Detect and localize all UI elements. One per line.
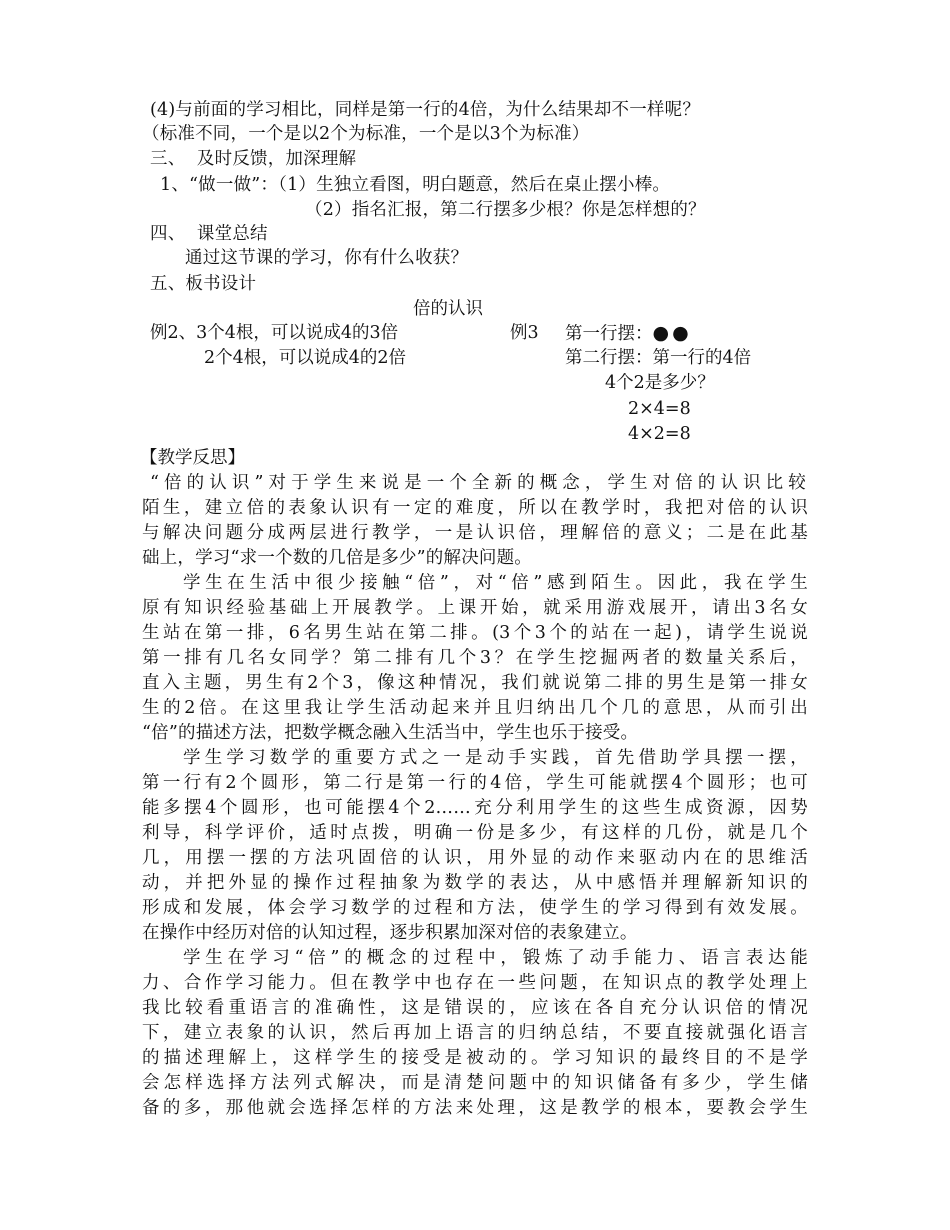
section-3-item-2: （2）指名汇报，第二行摆多少根？你是怎样想的？ [305, 200, 706, 220]
section-3-heading: 三、 及时反馈，加深理解 [150, 149, 357, 169]
paragraph-line: 形成和发展，体会学习数学的过程和方法，使学生的学习得到有效发展。 [142, 898, 808, 918]
example-3-question: 4个2是多少？ [605, 373, 715, 393]
paragraph-line: 陌生，建立倍的表象认识有一定的难度，所以在教学时，我把对倍的认识 [142, 498, 808, 518]
question-4-answer: （标准不同，一个是以2个为标准，一个是以3个为标准） [142, 124, 590, 144]
paragraph-line: 生站在第一排，6名男生站在第二排。(3个3个的站在一起)，请学生说说 [142, 623, 808, 643]
paragraph-line: “倍”的描述方法，把数学概念融入生活当中，学生也乐于接受。 [142, 723, 639, 743]
example-3-row-1 [565, 321, 692, 346]
paragraph-line: 会怎样选择方法列式解决，而是清楚问题中的知识储备有多少，学生储 [142, 1073, 808, 1093]
paragraph-line: “倍的认识”对于学生来说是一个全新的概念，学生对倍的认识比较 [150, 473, 806, 493]
paragraph-line: 下，建立表象的认识，然后再加上语言的归纳总结，不要直接就强化语言 [142, 1023, 808, 1043]
paragraph-line: 几，用摆一摆的方法巩固倍的认识，用外显的动作来驱动内在的思维活 [142, 848, 808, 868]
paragraph-line: 利导，科学评价，适时点拨，明确一份是多少，有这样的几份，就是几个 [142, 823, 808, 843]
section-4-text: 通过这节课的学习，你有什么收获？ [185, 248, 469, 268]
paragraph-line: 第一排有几名女同学？第二排有几个3？在学生挖掘两者的数量关系后， [142, 648, 808, 668]
paragraph-line: 直入主题，男生有2个3，像这种情况，我们就说第二排的男生是第一排女 [142, 673, 808, 693]
paragraph-line: 第一行有2个圆形，第二行是第一行的4倍，学生可能就摆4个圆形；也可 [142, 773, 808, 793]
paragraph-line: 原有知识经验基础上开展教学。上课开始，就采用游戏展开，请出3名女 [142, 598, 808, 618]
reflection-heading: 【教学反思】 [140, 448, 245, 468]
paragraph-line: 学生学习数学的重要方式之一是动手实践，首先借助学具摆一摆， [183, 748, 808, 768]
paragraph-line: 力、合作学习能力。但在教学中也存在一些问题，在知识点的教学处理上 [142, 973, 808, 993]
circle-dots: ●● [652, 322, 692, 344]
section-4-heading: 四、 课堂总结 [150, 224, 268, 244]
paragraph-line: 能多摆4个圆形，也可能摆4个2……充分利用学生的这些生成资源，因势 [142, 798, 808, 818]
paragraph-line: 生的2倍。在这里我让学生活动起来并且归纳出几个几的意思，从而引出 [142, 698, 808, 718]
example-3-row-2: 第二行摆：第一行的4倍 [565, 348, 752, 368]
paragraph-line: 学生在学习“倍”的概念的过程中，锻炼了动手能力、语言表达能 [183, 948, 808, 968]
paragraph-line: 动，并把外显的操作过程抽象为数学的表达，从中感悟并理解新知识的 [142, 873, 808, 893]
example-3-row-1-label: 第一行摆： [565, 324, 653, 344]
question-4: (4)与前面的学习相比，同样是第一行的4倍，为什么结果却不一样呢？ [150, 100, 701, 120]
section-5-heading: 五、板书设计 [150, 274, 257, 294]
example-2-line-1: 例2、3个4根，可以说成4的3倍 [150, 323, 399, 343]
example-3-equation-1: 2×4=8 [628, 399, 691, 419]
example-3-equation-2: 4×2=8 [628, 424, 691, 444]
paragraph-line: 在操作中经历对倍的认知过程，逐步积累加深对倍的表象建立。 [142, 923, 638, 943]
paragraph-line: 我比较看重语言的准确性，这是错误的，应该在各自充分认识倍的情况 [142, 998, 808, 1018]
paragraph-line: 备的多，那他就会选择怎样的方法来处理，这是教学的根本，要教会学生 [142, 1098, 808, 1118]
paragraph-line: 与解决问题分成两层进行教学，一是认识倍，理解倍的意义；二是在此基 [142, 523, 808, 543]
paragraph-line: 学生在生活中很少接触“倍”，对“倍”感到陌生。因此，我在学生 [183, 573, 808, 593]
paragraph-line: 的描述理解上，这样学生的接受是被动的。学习知识的最终目的不是学 [142, 1048, 808, 1068]
example-3-label: 例3 [510, 323, 539, 343]
example-2-line-2: 2个4根，可以说成4的2倍 [204, 348, 407, 368]
section-3-item-1: 1、“做一做”：（1）生独立看图，明白题意，然后在桌止摆小棒。 [160, 175, 671, 195]
board-title: 倍的认识 [413, 299, 483, 319]
paragraph-line: 础上，学习“求一个数的几倍是多少”的解决问题。 [142, 548, 532, 568]
